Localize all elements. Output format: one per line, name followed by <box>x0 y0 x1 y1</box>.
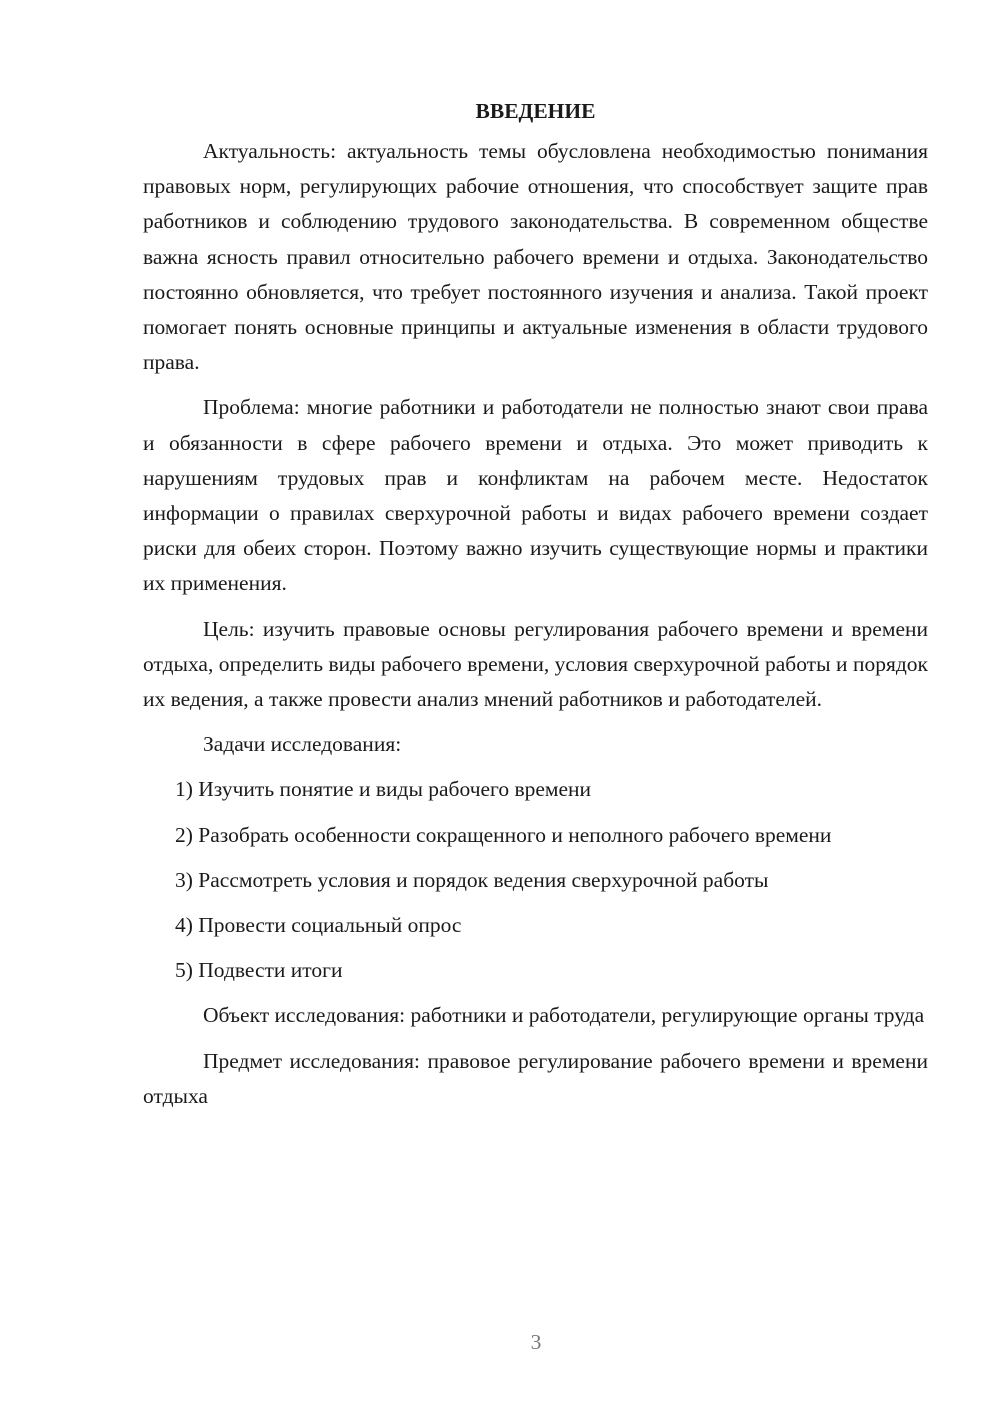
page-number: 3 <box>530 1330 542 1354</box>
task-item: 1) Изучить понятие и виды рабочего времени <box>175 777 592 802</box>
subject-paragraph: Предмет исследования: правовое регулирование рабочего времени и времени отдыха <box>143 1048 928 1108</box>
tasks-heading: Задачи исследования: <box>203 732 402 757</box>
problem-paragraph: Проблема: многие работники и работодатели не полностью знают свои права и обязанности в сфере рабочего времени и отдыха. Это может приводить к нарушениям трудовых прав и конфликтам на рабочем месте. Недостаток информации о правилах сверхурочной работы и видах рабочего времени создает риски для обеих сторон. Поэтому важно изучить существующие нормы и практики их применения. <box>143 395 928 596</box>
task-item: 5) Подвести итоги <box>175 958 343 983</box>
page-title: ВВЕДЕНИЕ <box>475 99 596 123</box>
relevance-paragraph: Актуальность: актуальность темы обусловлена необходимостью понимания правовых норм, регулирующих рабочие отношения, что способствует защите прав работников и соблюдению трудового законодательства. В современном обществе важна ясность правил относительно рабочего времени и отдыха. Законодательство постоянно обновляется, что требует постоянного изучения и анализа. Такой проект помогает понять основные принципы и актуальные изменения в области трудового права. <box>143 139 928 375</box>
task-item: 2) Разобрать особенности сокращенного и неполного рабочего времени <box>175 822 832 847</box>
object-paragraph: Объект исследования: работники и работодатели, регулирующие органы труда <box>203 1003 925 1028</box>
task-item: 4) Провести социальный опрос <box>175 913 462 938</box>
document-page <box>143 92 928 1124</box>
goal-paragraph: Цель: изучить правовые основы регулирования рабочего времени и времени отдыха, определить виды рабочего времени, условия сверхурочной работы и порядок их ведения, а также провести анализ мнений работников и работодателей. <box>143 616 928 712</box>
task-item: 3) Рассмотреть условия и порядок ведения сверхурочной работы <box>175 867 769 892</box>
